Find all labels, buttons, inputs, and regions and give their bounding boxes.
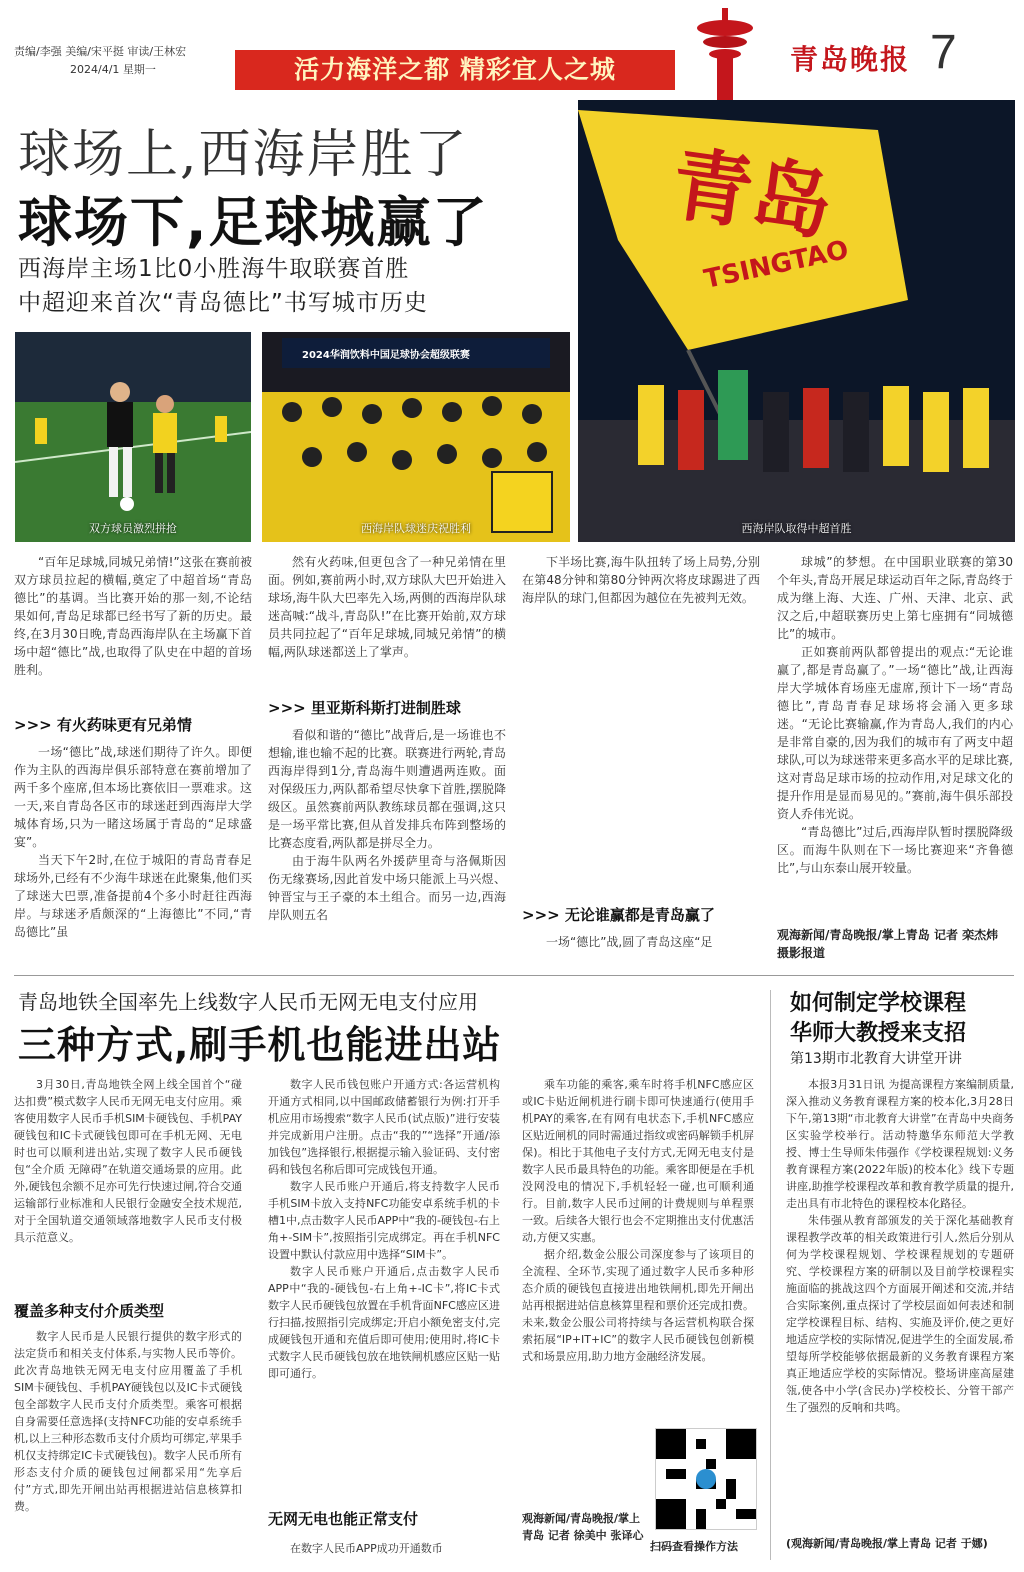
photo2-caption: 西海岸队球迷庆祝胜利 [361,522,471,535]
story1-intro: “百年足球城,同城兄弟情!”这张在赛前被双方球员拉起的横幅,奠定了中超首场“青岛德比”的基调。当比赛开始的那一刻,不论结果如何,青岛足球都已经书写了新的历史。最终,在3月30日晚,青岛西海岸队在主场赢下首场中超“德比”战,也取得了队史在中超的首场胜利。 [14,555,252,677]
story1-paragraph: 看似和谐的“德比”战背后,是一场谁也不想输,谁也输不起的比赛。联赛进行两轮,青岛西海岸得到1分,青岛海牛则遭遇两连败。面对保级压力,两队都希望尽快拿下首胜,摆脱降级区。虽然赛前两队教练球员都在强调,这只是一场平常比赛,但从首发排兵布阵到整场的比赛态度看,两队都是拼尽全力。 [268,728,506,850]
story1-headline-2: 球场下,足球城赢了 [18,191,489,254]
newspaper-brand: 青岛晚报 [790,43,911,76]
story2-paragraph: 在数字人民币APP成功开通数币 [290,1542,443,1555]
flag-subtext: TSINGTAO [701,235,852,295]
photo1-caption: 双方球员激烈拼抢 [89,522,177,535]
fans-illustration [262,332,570,542]
story2-headline: 三种方式,刷手机也能进出站 [18,1023,502,1067]
story2-paragraph: 据介绍,数金公服公司深度参与了该项目的全流程、全环节,实现了通过数字人民币多种形态介质的硬钱包直接进出地铁闸机,即先开闸出站再根据进站信息核算里程和票价还完成扣费。未来,数金公服公司将持续与各运营机构联合探索拓展“IP+IT+IC”的数字人民币硬钱包创新模式和场景应用,助力地方金融经济发展。 [522,1248,754,1363]
story1-paragraph: 当天下午2时,在位于城阳的青岛青春足球场外,已经有不少海牛球迷在此聚集,他们买了球迷大巴票,准备提前4个多小时赶往西海岸。与球迷矛盾颇深的“上海德比”不同,“青岛德比”虽 [14,853,252,939]
story3-headline-2: 华师大教授来支招 [790,1021,967,1046]
section-divider [14,975,1014,976]
story2-column-1b [14,1328,242,1515]
story2-paragraph: 数字人民币账户开通后,点击数字人民币APP中“我的-硬钱包-右上角+-IC卡”,将IC卡式数字人民币硬钱包放置在手机背面NFC感应区进行扫描,按照指引完成绑定;开启小额免密支付,完成硬钱包开通和充值后即可使用;使用时,将IC卡式数字人民币硬钱包放在地铁闸机感应区贴一贴即可通行。 [268,1265,500,1380]
story1-subhead-2: 中超迎来首次“青岛德比”书写城市历史 [18,290,428,316]
story1-paragraph: 一场“德比”战,球迷们期待了许久。即便作为主队的西海岸俱乐部特意在赛前增加了两千多个座席,但本场比赛依旧一票难求。这一天,来自青岛各区市的球迷赶到西海岸大学城体育场,只为一睹这场属于青岛的“足球盛宴”。 [14,745,252,849]
story2-byline: 观海新闻/青岛晚报/掌上青岛 记者 徐美中 张译心 [522,1512,644,1542]
story3-paragraph: 朱伟强从教育部颁发的关于深化基础教育课程教学改革的相关政策进行引人,然后分别从何为学校课程规划、学校课程规划的专题研究、学校课程方案的研制以及目前学校课程实施面临的挑战这四个方面展开阐述和交流,并结合实际案例,重点探讨了学校层面如何表述和制定学校课程目标、结构、实施及评价,使之更好地适应学校的实际情况,促进学生的全面发展,希望每所学校能够依据最新的义务教育课程方案真正地适应学校的实际情况。整场讲座高屋建瓴,使各中小学(含民办)学校校长、分管干部产生了强烈的反响和共鸣。 [786,1214,1014,1414]
story1-column-2 [268,553,506,661]
photo3-caption: 西海岸队取得中超首胜 [741,522,852,535]
qr-code[interactable] [655,1428,757,1530]
story1-paragraph: “青岛德比”过后,西海岸队暂时摆脱降级区。而海牛队则在下一场比赛迎来“齐鲁德比”,与山东泰山展开较量。 [777,825,1013,875]
story1-section-2: >>> 里亚斯科斯打进制胜球 [268,699,461,717]
page-number: 7 [930,26,957,79]
story1-column-2b [268,726,506,924]
story1-column-3b [522,933,760,951]
header-banner: 活力海洋之都 精彩宜人之城 [235,50,675,90]
story1-paragraph: 球城”的梦想。在中国职业联赛的第30个年头,青岛开展足球运动百年之际,青岛终于成为继上海、大连、广州、天津、北京、武汉之后,中超联赛历史上第七座拥有“同城德比”的城市。 [777,555,1013,641]
story2-kicker: 青岛地铁全国率先上线数字人民币无网无电支付应用 [18,990,478,1014]
story1-column-1b [14,743,252,941]
column-separator [770,990,771,1560]
story2-paragraph: 乘车功能的乘客,乘车时将手机NFC感应区或IC卡贴近闸机进行刷卡即可快速通行(使用手机PAY的乘客,在有网有电状态下,手机NFC感应区贴近闸机的同时需通过指纹或密码解锁手机屏保)。相比于其他电子支付方式,无网无电支付是数字人民币最具特色的功能。乘客即便是在手机没网没电的情况下,手机轻轻一碰,也可顺利通行。目前,数字人民币过闸的计费规则与单程票一致。后续各大银行也会不定期推出支付优惠活动,方便又实惠。 [522,1078,754,1244]
story1-paragraph: 一场“德比”战,圆了青岛这座“足 [546,935,713,949]
story1-byline: 观海新闻/青岛晚报/掌上青岛 记者 栾杰炜 摄影报道 [777,928,999,960]
qr-caption: 扫码查看操作方法 [650,1540,738,1553]
story2-column-1 [14,1076,242,1246]
story3-byline: (观海新闻/青岛晚报/掌上青岛 记者 于娜) [786,1537,988,1550]
story2-column-3 [522,1076,754,1365]
players-illustration [15,332,251,542]
story3-body [786,1076,1014,1416]
story1-paragraph: 由于海牛队两名外援萨里奇与洛佩斯因伤无缘赛场,因此首发中场只能派上马兴煜、钟晋宝与王子豪的本土组合。而另一边,西海岸队则五名 [268,854,506,922]
story2-paragraph: 数字人民币账户开通后,将支持数字人民币手机SIM卡放入支持NFC功能安卓系统手机的卡槽1中,点击数字人民币APP中“我的-硬钱包-右上角+-SIM卡”,按照指引完成绑定。再在手机NFC设置中默认付款应用中选择“SIM卡”。 [268,1180,500,1261]
story3-paragraph: 本报3月31日讯 为提高课程方案编制质量,深入推动义务教育课程方案的校本化,3月28日下午,第13期“市北教育大讲堂”在青岛中央商务区实验学校举行。活动特邀华东师范大学教授、博士生导师朱伟强作《学校课程规划:义务教育课程方案(2022年版)的校本化》线下专题讲座,助推学校课程改革和教育教学质量的提升,走出具有市北特色的课程校本化路径。 [786,1078,1014,1210]
photo-fans-celebrate [262,332,570,542]
story1-column-4 [777,553,1013,877]
photo-team-victory [578,100,1015,542]
qr-code-icon [656,1429,756,1529]
story1-paragraph: 然有火药味,但更包含了一种兄弟情在里面。例如,赛前两小时,双方球队大巴开始进入球场,海牛队大巴率先入场,两侧的西海岸队球迷高喊:“战斗,青岛队!”在比赛开始前,双方球员共同拉起了“百年足球城,同城兄弟情”的横幅,两队球迷都送上了掌声。 [268,555,506,659]
story2-section-1: 覆盖多种支付介质类型 [14,1302,165,1320]
story3-subhead: 第13期市北教育大讲堂开讲 [790,1051,962,1067]
story1-section-1: >>> 有火药味更有兄弟情 [14,716,192,734]
story2-section-2: 无网无电也能正常支付 [268,1510,419,1528]
story2-paragraph: 数字人民币是人民银行提供的数字形式的法定货币和相关支付体系,与实物人民币等价。此次青岛地铁无网无电支付应用覆盖了手机SIM卡硬钱包、手机PAY硬钱包以及IC卡式硬钱包全部数字人民币支付介质类型。乘客可根据自身需要任意选择(支持NFC功能的安卓系统手机,以上三种形态数币支付介质均可绑定,苹果手机仅支持绑定IC卡式硬钱包)。数字人民币所有形态支付介质的硬钱包过闸都采用“先享后付”方式,即先开闸出站再根据进站信息核算扣费。 [14,1330,242,1513]
story1-headline-1: 球场上,西海岸胜了 [18,125,469,185]
story2-paragraph: 3月30日,青岛地铁全网上线全国首个“碰达扣费”模式数字人民币无网无电支付应用。乘客使用数字人民币手机SIM卡硬钱包、手机PAY硬钱包和IC卡式硬钱包即可在手机无网、无电时也可以顺利进出站,实现了数字人民币硬钱包“全介质 无障碍”在轨道交通场景的应用。此外,硬钱包余额不足亦可先行快速过闸,符合交通运输部行业标准和人民银行金融安全技术规范,对于全国轨道交通领域落地数字人民币支付极具示范意义。 [14,1078,242,1244]
flag-text: 青岛 [666,137,838,252]
story3-headline-1: 如何制定学校课程 [790,991,967,1016]
story2-paragraph: 数字人民币钱包账户开通方式:各运营机构开通方式相同,以中国邮政储蓄银行为例:打开手机应用市场搜索“数字人民币(试点版)”进行安装并完成新用户注册。点击“我的”“选择”开通/添加钱包”选择银行,根据提示输入验证码、支付密码和钱包名称后即可完成钱包开通。 [268,1078,500,1176]
story1-column-3 [522,553,760,607]
story1-paragraph: 下半场比赛,海牛队扭转了场上局势,分别在第48分钟和第80分钟两次将皮球踢进了西海岸队的球门,但都因为越位在先被判无效。 [522,555,760,605]
story2-column-2b [268,1540,500,1557]
story1-paragraph: 正如赛前两队都曾提出的观点:“无论谁赢了,都是青岛赢了。”一场“德比”战,让西海岸大学城体育场座无虚席,预计下一场“青岛德比”,青岛青春足球场将会涌入更多球迷。“无论比赛输赢,作为青岛人,我们的内心是非常自豪的,因为我们的城市有了两支中超球队,可以为球迷带来更多高水平的足球比赛,这对青岛足球市场的拉动作用,对足球文化的提升作用是显而易见的。”赛前,海牛俱乐部投资人乔伟光说。 [777,645,1013,821]
story1-subhead-1: 西海岸主场1比0小胜海牛取联赛首胜 [18,256,410,282]
story1-section-3: >>> 无论谁赢都是青岛赢了 [522,906,715,924]
photo2-screen-text: 2024华润饮料中国足球协会超级联赛 [302,350,470,361]
photo-players-contest [15,332,251,542]
story2-column-2 [268,1076,500,1382]
story1-column-1 [14,553,252,679]
issue-date: 2024/4/1 星期一 [70,63,156,76]
editor-credits: 责编/李强 美编/宋平挺 审读/王林宏 [14,45,187,58]
